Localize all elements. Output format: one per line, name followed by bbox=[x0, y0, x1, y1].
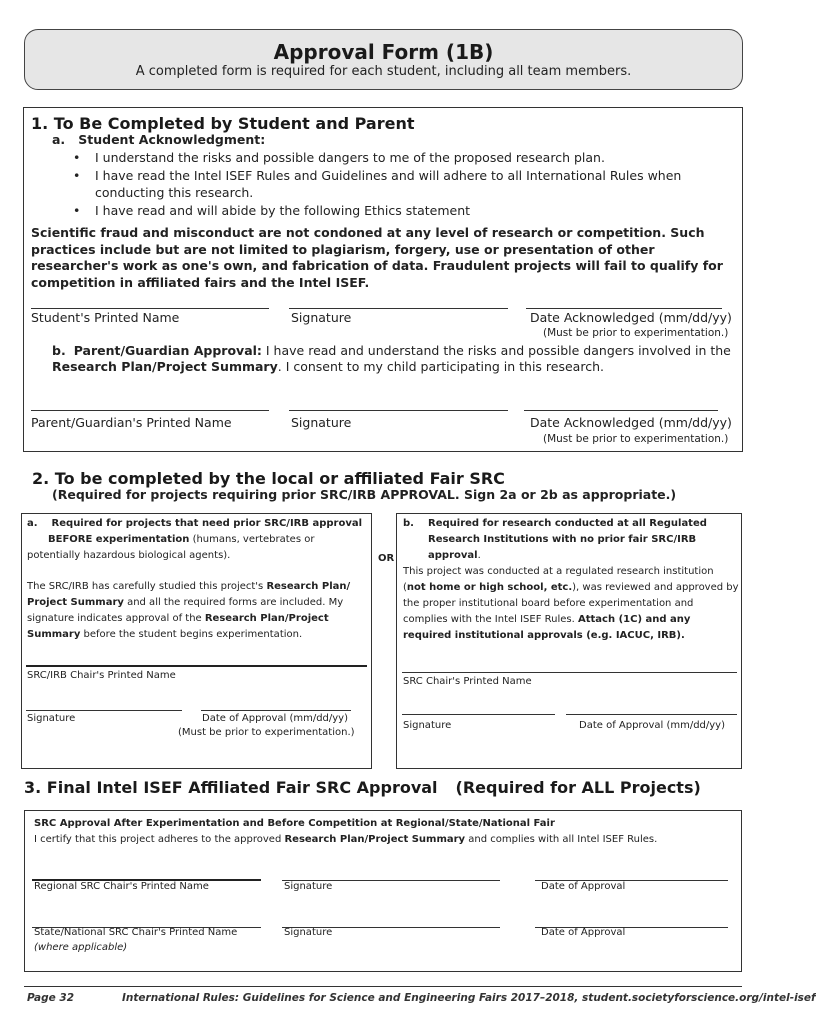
section-3-certification: I certify that this project adheres to the approved Research Plan/Project Summary and complies with all Intel ISEF Rules. bbox=[34, 834, 658, 845]
footer-rule bbox=[24, 986, 742, 987]
state-signature-label: Signature bbox=[284, 927, 333, 938]
parent-signature-line[interactable] bbox=[289, 410, 508, 411]
src-irb-chair-name-line[interactable] bbox=[26, 665, 367, 667]
form-subtitle: A completed form is required for each student, including all team members. bbox=[135, 64, 632, 79]
src-irb-date-line[interactable] bbox=[201, 710, 351, 711]
parent-approval-text: b. Parent/Guardian Approval: I have read and understand the risks and possible dangers involved in the Research Plan/Project Summary. I consent to my child participating in this research. bbox=[52, 343, 731, 374]
src-chair-label: SRC Chair's Printed Name bbox=[403, 676, 532, 687]
section-3-heading: 3. Final Intel ISEF Affiliated Fair SRC Approval (Required for ALL Projects) bbox=[24, 778, 701, 797]
list-item: • I have read and will abide by the following Ethics statement bbox=[73, 202, 723, 219]
student-ack-label: a. Student Acknowledgment: bbox=[52, 132, 266, 147]
src-irb-chair-label: SRC/IRB Chair's Printed Name bbox=[27, 670, 176, 681]
section-2b-body: This project was conducted at a regulated research institution (not home or high school, etc.), was reviewed and approved by the proper institutional board before experimentation and complies with the Intel ISEF Rules. Attach (1C) and any required institutional approvals (e.g. IACUC, IRB). bbox=[403, 566, 739, 641]
regional-signature-label: Signature bbox=[284, 881, 333, 892]
student-prior-note: (Must be prior to experimentation.) bbox=[543, 327, 729, 339]
state-chair-label: State/National SRC Chair's Printed Name bbox=[34, 927, 238, 938]
src-date-line[interactable] bbox=[566, 714, 737, 715]
section-3-box-title: SRC Approval After Experimentation and Before Competition at Regional/State/National Fair bbox=[34, 818, 555, 829]
form-title: Approval Form (1B) bbox=[273, 40, 494, 64]
state-date-label: Date of Approval bbox=[541, 927, 626, 938]
src-irb-signature-label: Signature bbox=[27, 713, 76, 724]
parent-name-line[interactable] bbox=[31, 410, 269, 411]
student-date-line[interactable] bbox=[526, 308, 722, 309]
parent-signature-label: Signature bbox=[291, 415, 352, 430]
student-name-label: Student's Printed Name bbox=[31, 310, 180, 325]
footer-text: International Rules: Guidelines for Science and Engineering Fairs 2017–2018, student.societyforscience.org/intel-isef bbox=[122, 992, 816, 1004]
parent-date-label: Date Acknowledged (mm/dd/yy) bbox=[530, 415, 732, 430]
section-2-heading: 2. To be completed by the local or affiliated Fair SRC bbox=[32, 469, 505, 488]
ethics-statement: Scientific fraud and misconduct are not condoned at any level of research or competition. Such practices include but are not limited to plagiarism, forgery, use or presentation of other researcher's work as one's own, and fabrication of data. Fraudulent projects will fail to qualify for competition in affiliated fairs and the Intel ISEF. bbox=[31, 225, 723, 290]
src-signature-label: Signature bbox=[403, 720, 452, 731]
list-item: • I have read the Intel ISEF Rules and Guidelines and will adhere to all International Rules when conducting this research. bbox=[73, 167, 723, 201]
src-irb-date-label: Date of Approval (mm/dd/yy) bbox=[202, 713, 349, 724]
parent-date-line[interactable] bbox=[524, 410, 718, 411]
section-2b-title: b. Required for research conducted at all Regulated Research Institutions with no prior fair SRC/IRB approval. bbox=[403, 518, 707, 561]
student-signature-line[interactable] bbox=[289, 308, 508, 309]
src-irb-signature-line[interactable] bbox=[26, 710, 182, 711]
student-date-label: Date Acknowledged (mm/dd/yy) bbox=[530, 310, 732, 325]
student-name-line[interactable] bbox=[31, 308, 269, 309]
or-separator: OR bbox=[378, 553, 395, 564]
where-applicable-note: (where applicable) bbox=[34, 942, 128, 953]
section-2a-body: The SRC/IRB has carefully studied this project's Research Plan/ Project Summary and all the required forms are included. My signature indicates approval of the Research Plan/Project Summary before the student begins experimentation. bbox=[27, 581, 351, 640]
src-signature-line[interactable] bbox=[402, 714, 555, 715]
section-2a-title: a. Required for projects that need prior SRC/IRB approval BEFORE experimentation (humans, vertebrates or potentially hazardous biological agents). bbox=[27, 518, 363, 561]
src-chair-name-line[interactable] bbox=[402, 672, 737, 673]
list-item: • I understand the risks and possible dangers to me of the proposed research plan. bbox=[73, 149, 723, 166]
regional-date-label: Date of Approval bbox=[541, 881, 626, 892]
regional-chair-label: Regional SRC Chair's Printed Name bbox=[34, 881, 209, 892]
parent-name-label: Parent/Guardian's Printed Name bbox=[31, 415, 232, 430]
section-1-heading: 1. To Be Completed by Student and Parent bbox=[31, 114, 415, 133]
src-irb-prior-note: (Must be prior to experimentation.) bbox=[178, 727, 355, 738]
student-ack-list bbox=[73, 149, 723, 220]
page-number: Page 32 bbox=[27, 992, 75, 1004]
parent-prior-note: (Must be prior to experimentation.) bbox=[543, 433, 729, 445]
section-2-subheading: (Required for projects requiring prior SRC/IRB APPROVAL. Sign 2a or 2b as appropriate.) bbox=[52, 487, 677, 502]
src-date-label: Date of Approval (mm/dd/yy) bbox=[579, 720, 726, 731]
student-signature-label: Signature bbox=[291, 310, 352, 325]
